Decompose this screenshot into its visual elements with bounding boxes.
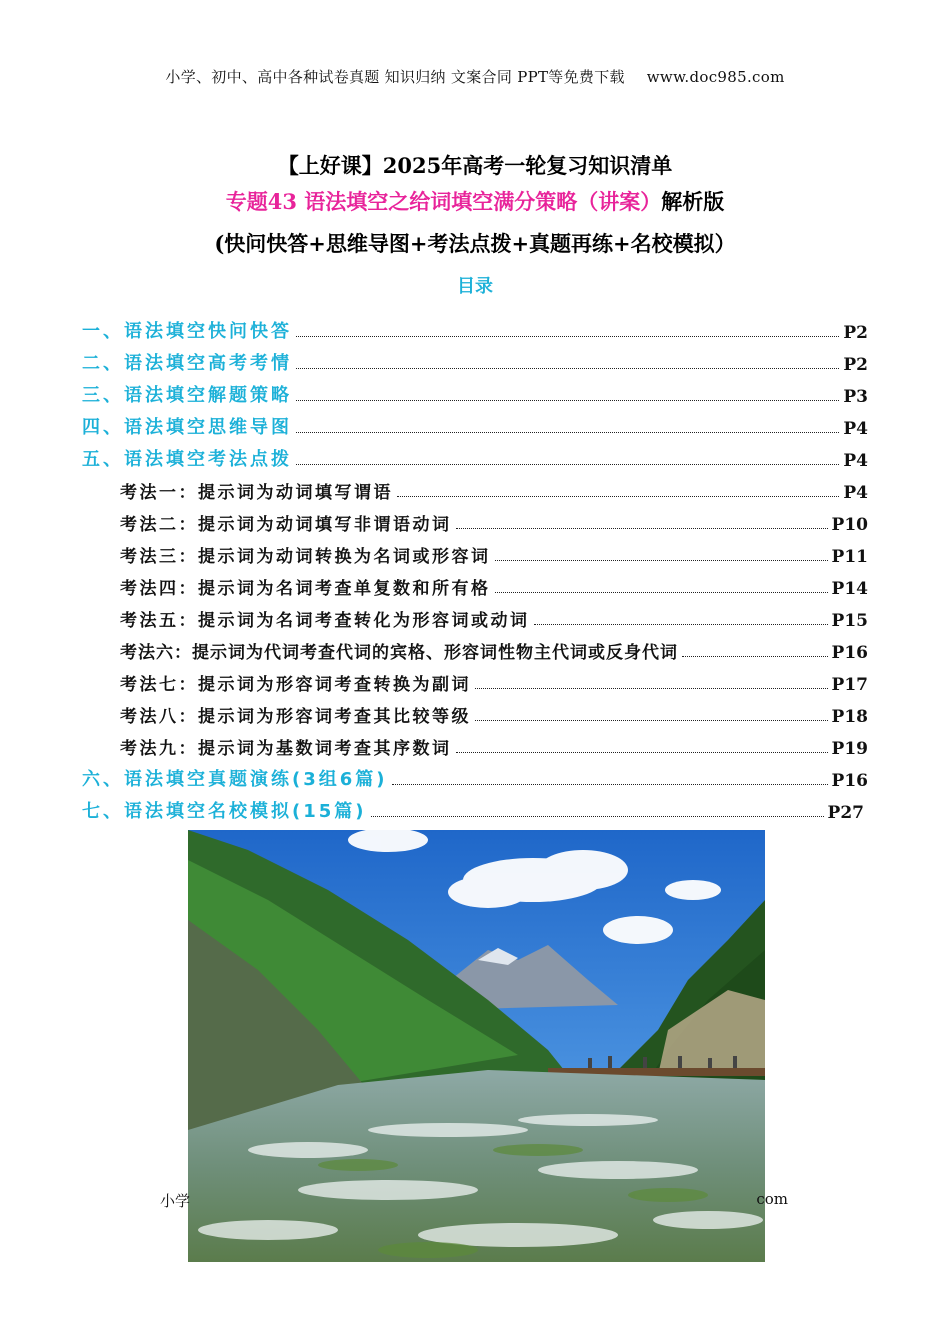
- toc-item[interactable]: [120, 473, 868, 503]
- toc-leader-dots: [296, 399, 839, 401]
- toc-item-page: P4: [843, 451, 868, 471]
- header-url[interactable]: www.doc985.com: [646, 68, 785, 86]
- toc-leader-dots: [475, 687, 828, 689]
- toc-item-label: 考法八：提示词为形容词考查其比较等级: [120, 707, 471, 727]
- toc-item[interactable]: [120, 537, 868, 567]
- toc-leader-dots: [456, 527, 828, 529]
- toc-item[interactable]: [120, 729, 868, 759]
- document-subtitle: [0, 186, 950, 216]
- toc-item-page: P16: [831, 643, 868, 663]
- toc-item[interactable]: [82, 409, 868, 439]
- subtitle-version: 解析版: [661, 189, 725, 214]
- toc-item-label: 七、语法填空名校模拟(15篇): [82, 801, 367, 822]
- toc-leader-dots: [475, 719, 828, 721]
- toc-item-page: P2: [843, 355, 868, 375]
- landscape-photo: [188, 830, 765, 1262]
- toc-item-label: 考法七：提示词为形容词考查转换为副词: [120, 675, 471, 695]
- toc-item-label: 四、语法填空思维导图: [82, 417, 292, 438]
- toc-item-label: 二、语法填空高考考情: [82, 353, 292, 374]
- toc-item-page: P17: [831, 675, 868, 695]
- toc-item-label: 一、语法填空快问快答: [82, 321, 292, 342]
- toc-item-label: 五、语法填空考法点拨: [82, 449, 292, 470]
- toc-item-label: 考法四：提示词为名词考查单复数和所有格: [120, 579, 491, 599]
- toc-leader-dots: [456, 751, 828, 753]
- toc-leader-dots: [296, 463, 839, 465]
- toc-item-page: P4: [843, 419, 868, 439]
- toc-item-label: 考法九：提示词为基数词考查其序数词: [120, 739, 452, 759]
- toc-leader-dots: [495, 591, 828, 593]
- toc-item-page: P27: [827, 803, 864, 823]
- toc-item-page: P14: [831, 579, 868, 599]
- toc-item[interactable]: [120, 505, 868, 535]
- toc-item[interactable]: [82, 441, 868, 471]
- toc-leader-dots: [296, 431, 839, 433]
- toc-leader-dots: [371, 815, 824, 817]
- toc-leader-dots: [296, 367, 839, 369]
- toc-item-label: 考法一：提示词为动词填写谓语: [120, 483, 393, 503]
- toc-leader-dots: [296, 335, 839, 337]
- toc-item[interactable]: [82, 793, 864, 823]
- toc-item-page: P3: [843, 387, 868, 407]
- toc-item-label: 考法二：提示词为动词填写非谓语动词: [120, 515, 452, 535]
- toc-item[interactable]: [82, 345, 868, 375]
- toc-item-page: P15: [831, 611, 868, 631]
- toc-item-page: P2: [843, 323, 868, 343]
- toc-item[interactable]: [120, 665, 868, 695]
- toc-item[interactable]: [120, 601, 868, 631]
- toc-leader-dots: [392, 783, 828, 785]
- document-sections-summary: (快问快答+思维导图+考法点拨+真题再练+名校模拟）: [214, 231, 736, 256]
- footer-left-text: 小学: [160, 1192, 191, 1210]
- header-text: 小学、初中、高中各种试卷真题 知识归纳 文案合同 PPT等免费下载: [165, 68, 625, 86]
- toc-item-label: 考法三：提示词为动词转换为名词或形容词: [120, 547, 491, 567]
- toc-item-label: 六、语法填空真题演练(3组6篇): [82, 769, 388, 790]
- toc-leader-dots: [397, 495, 839, 497]
- subtitle-topic: 专题43 语法填空之给词填空满分策略（讲案）: [225, 189, 662, 214]
- footer-right-text: com: [756, 1190, 788, 1208]
- toc-item-label: 考法五：提示词为名词考查转化为形容词或动词: [120, 611, 530, 631]
- toc-item[interactable]: [82, 313, 868, 343]
- toc-item-page: P19: [831, 739, 868, 759]
- toc-item-page: P16: [831, 771, 868, 791]
- toc-leader-dots: [534, 623, 828, 625]
- document-title: 【上好课】2025年高考一轮复习知识清单: [277, 153, 673, 178]
- toc-item-page: P11: [831, 547, 868, 567]
- page-header: [0, 66, 950, 87]
- toc-leader-dots: [495, 559, 828, 561]
- toc-item-page: P4: [843, 483, 868, 503]
- toc-item[interactable]: [120, 569, 868, 599]
- toc-item-label: 三、语法填空解题策略: [82, 385, 292, 406]
- toc-item[interactable]: [82, 761, 868, 791]
- toc-item-label: 考法六：提示词为代词考查代词的宾格、形容词性物主代词或反身代词: [120, 643, 678, 663]
- toc-item[interactable]: [120, 633, 868, 663]
- toc-item-page: P18: [831, 707, 868, 727]
- toc-item[interactable]: [82, 377, 868, 407]
- toc-leader-dots: [682, 655, 828, 657]
- toc-heading: 目录: [457, 276, 493, 297]
- toc-item[interactable]: [120, 697, 868, 727]
- toc-item-page: P10: [831, 515, 868, 535]
